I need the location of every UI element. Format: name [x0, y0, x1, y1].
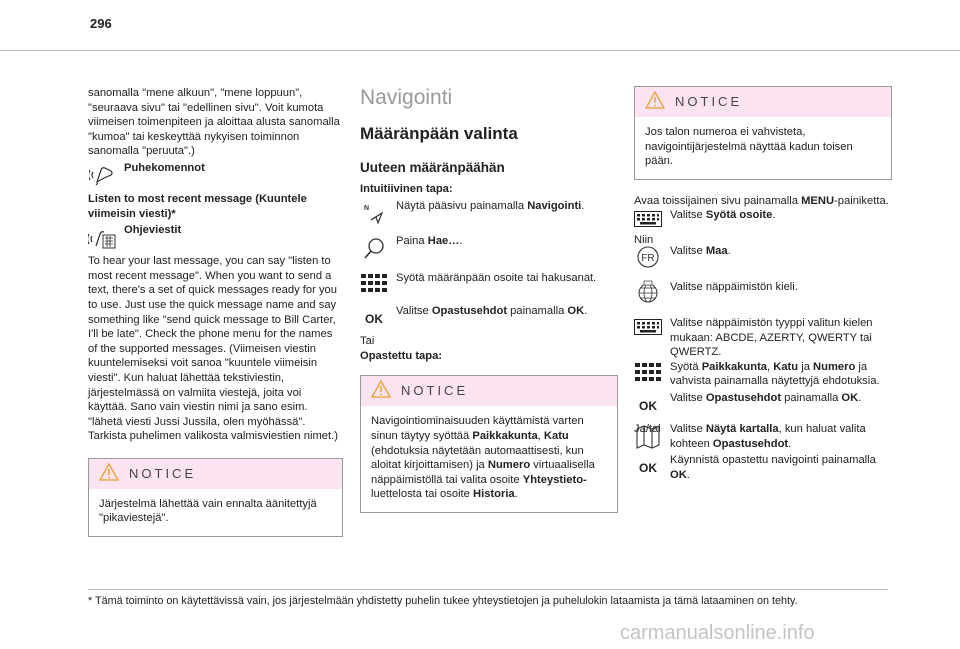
step-1-a: Näytä pääsivu painamalla: [396, 199, 528, 212]
ok-icon: OK: [639, 398, 657, 413]
start-c: .: [686, 468, 690, 481]
enter-e: ja: [798, 360, 814, 373]
open-b: MENU: [801, 194, 835, 207]
notice-box-2: [360, 375, 618, 513]
notice-box-3: [634, 86, 892, 180]
column-2: [360, 86, 618, 523]
step-1: [360, 199, 618, 224]
voice-help-icon: [88, 223, 116, 250]
notice-text-a: Navigointiominaisuuden käyttämistä varten sinun täytyy syöttää: [371, 415, 584, 442]
step-3-text: Syötä määränpään osoite tai hakusanat.: [396, 271, 597, 284]
notice-header: [361, 376, 617, 406]
map-c: , kun haluat valita kohteen: [670, 423, 866, 450]
sel-addr-c: .: [772, 209, 776, 222]
footnote: * Tämä toiminto on käytettävissä vain, jos järjestelmään yhdistetty puhelin tukee yhteystietojen ja puhelulokin lataamista ja tämä lataaminen on tehty.: [88, 595, 798, 607]
notice-text-k: .: [514, 488, 518, 501]
keyboard-grid-icon: [360, 271, 388, 292]
notice-title: NOTICE: [401, 383, 469, 399]
map-icon: [634, 422, 662, 449]
notice-text-b: Paikkakunta: [472, 429, 538, 442]
step-2-b: Hae…: [427, 234, 460, 247]
select-country-row: [634, 242, 892, 269]
then-text: Niin: [634, 234, 654, 247]
sel-lang-text: Valitse näppäimistön kieli.: [670, 280, 798, 293]
map-d: Opastusehdot: [712, 437, 789, 450]
keyboard-grid-icon: [634, 360, 662, 381]
sel-type-text: Valitse näppäimistön tyyppi valitun kielen mukaan: ABCDE, AZERTY, QWERTY tai QWERTZ.: [670, 316, 873, 359]
map-b: Näytä kartalla: [705, 423, 779, 436]
sel-country-c: .: [727, 244, 731, 257]
notice-text-e: (ehdotuksia näytetään automaattisesti, kun aloitat kirjoittamisen) ja: [371, 444, 584, 472]
voice-command-icon: [88, 161, 116, 186]
step-3: [360, 271, 618, 292]
step-4-d: OK: [567, 304, 585, 317]
open-c: -painiketta.: [834, 194, 889, 207]
ok-icon: OK: [639, 461, 657, 476]
sel-opts-b: Opastusehdot: [705, 391, 782, 404]
notice-title: NOTICE: [129, 465, 197, 481]
svg-text:N: N: [364, 204, 370, 212]
notice-title: NOTICE: [675, 93, 743, 109]
step-1-c: .: [581, 199, 585, 212]
top-divider: [0, 50, 960, 51]
ok-icon: OK: [365, 311, 383, 326]
sel-opts-c: painamalla: [781, 391, 842, 404]
enter-g: ja vahvista painamalla näytettyjä ehdotuksia.: [670, 360, 880, 388]
warning-icon: [645, 91, 665, 114]
help-messages-label: Ohjeviestit: [124, 224, 182, 237]
intro-text: sanomalla "mene alkuun", "mene loppuun", "seuraava sivu" tai "edellinen sivu". Voit kumota viimeisen toimenpiteen ja aloittaa alusta sanomalla "kumoa" tai keskeyttää nykyisen toiminnon sanomalla "peruuta".): [88, 87, 340, 158]
sel-addr-a: Valitse: [670, 209, 706, 222]
step-4-b: Opastusehdot: [431, 304, 508, 317]
notice-header: [635, 87, 891, 117]
voice-commands-row: [88, 161, 343, 186]
subsection-title: Määränpään valinta: [360, 124, 518, 143]
language-globe-icon: [634, 277, 662, 304]
step-2: [360, 234, 618, 261]
notice-body: [361, 406, 617, 512]
andor-text: Ja/tai: [634, 422, 661, 435]
notice-text: [371, 414, 607, 502]
select-language-row: [634, 277, 892, 304]
enter-c: ,: [767, 360, 774, 373]
select-type-row: [634, 316, 892, 360]
step-2-c: .: [459, 234, 463, 247]
start-a: Käynnistä opastettu navigointi painamalla: [670, 454, 876, 467]
notice-box-1: [88, 458, 343, 537]
or-text: Tai: [360, 335, 375, 348]
column-1: [88, 86, 343, 547]
section-title: Navigointi: [360, 86, 453, 109]
sel-opts-a: Valitse: [670, 391, 706, 404]
notice-body: [89, 489, 342, 536]
step-1-b: Navigointi: [527, 199, 582, 212]
step-4-a: Valitse: [396, 304, 432, 317]
column-3: [634, 86, 892, 491]
map-e: .: [788, 437, 792, 450]
step-2-a: Paina: [396, 234, 428, 247]
enter-b: Paikkakunta: [701, 360, 768, 373]
footnote-divider: [88, 589, 888, 590]
start-b: OK: [670, 468, 687, 481]
notice-text-h: Yhteystieto-: [522, 473, 587, 486]
keyboard-icon: [634, 208, 662, 227]
search-icon: [360, 234, 388, 261]
enter-d: Katu: [773, 360, 799, 373]
warning-icon: [99, 463, 119, 486]
page-number: 296: [90, 16, 112, 31]
notice-text-j: Historia: [473, 488, 515, 501]
enter-a: Syötä: [670, 360, 702, 373]
notice-header: [89, 459, 342, 489]
select-options-row: [634, 391, 892, 414]
voice-commands-label: Puhekomennot: [124, 161, 205, 174]
select-address-row: [634, 208, 892, 227]
keyboard-type-icon: [634, 316, 662, 335]
open-a: Avaa toissijainen sivu painamalla: [634, 194, 802, 207]
show-on-map-row: [634, 422, 892, 451]
notice-text-f: Numero: [487, 459, 531, 472]
help-text: To hear your last message, you can say "listen to most recent message". When you want to send a text, there's a set of quick messages ready for you to use. Just use the quick message name and say something like "send quick message to Bill Carter, I'll be late". Check the phone menu for the names of the supported messages. (Viimeisen viestin kuuntelemiseksi voit sanoa "kuuntele viimeisin viesti". Kun haluat lähettää tekstiviestin, järjestelmässä on valmiita viestejä, joita voi käyttää. Sano vain viestin nimi ja sano esim. "lähetä viesti Jussi Jussila, olen myöhässä". Tarkista puhelimen valikosta valmisviestien nimet.): [88, 255, 338, 443]
enter-address-row: [634, 360, 892, 389]
topic-heading: Uuteen määränpäähän: [360, 160, 505, 175]
notice-text: Järjestelmä lähettää vain ennalta äänitettyjä "pikaviestejä".: [99, 497, 317, 525]
map-a: Valitse: [670, 423, 706, 436]
sel-opts-d: OK: [841, 391, 859, 404]
warning-icon: [371, 380, 391, 403]
step-4-e: .: [584, 304, 588, 317]
notice-text-i: luettelosta tai osoite: [371, 488, 473, 501]
help-messages-row: [88, 223, 343, 250]
notice-text-d: Katu: [543, 429, 569, 442]
step-4-c: painamalla: [507, 304, 568, 317]
watermark: carmanualsonline.info: [620, 622, 815, 644]
fr-label: FR: [641, 252, 655, 264]
enter-f: Numero: [813, 360, 856, 373]
sel-opts-e: .: [858, 391, 862, 404]
notice-text-g: virtuaalisella näppäimistöllä tai valita osoite: [371, 459, 595, 486]
guided-label: Opastettu tapa:: [360, 349, 443, 362]
sel-country-a: Valitse: [670, 244, 706, 257]
step-4: [360, 304, 618, 327]
notice-text-c: ,: [537, 429, 544, 442]
notice-text: Jos talon numeroa ei vahvisteta, navigointijärjestelmä näyttää kadun toisen pään.: [645, 126, 853, 168]
open-menu-text: [634, 194, 892, 209]
start-navigation-row: [634, 453, 892, 482]
sel-country-b: Maa: [705, 244, 728, 257]
navigation-arrow-icon: [360, 199, 388, 224]
sel-addr-b: Syötä osoite: [705, 209, 773, 222]
notice-body: [635, 117, 891, 179]
country-fr-icon: [634, 242, 662, 269]
intuitive-label: Intuitiivinen tapa:: [360, 183, 453, 195]
listen-heading: Listen to most recent message (Kuuntele viimeisin viesti)*: [88, 192, 307, 220]
